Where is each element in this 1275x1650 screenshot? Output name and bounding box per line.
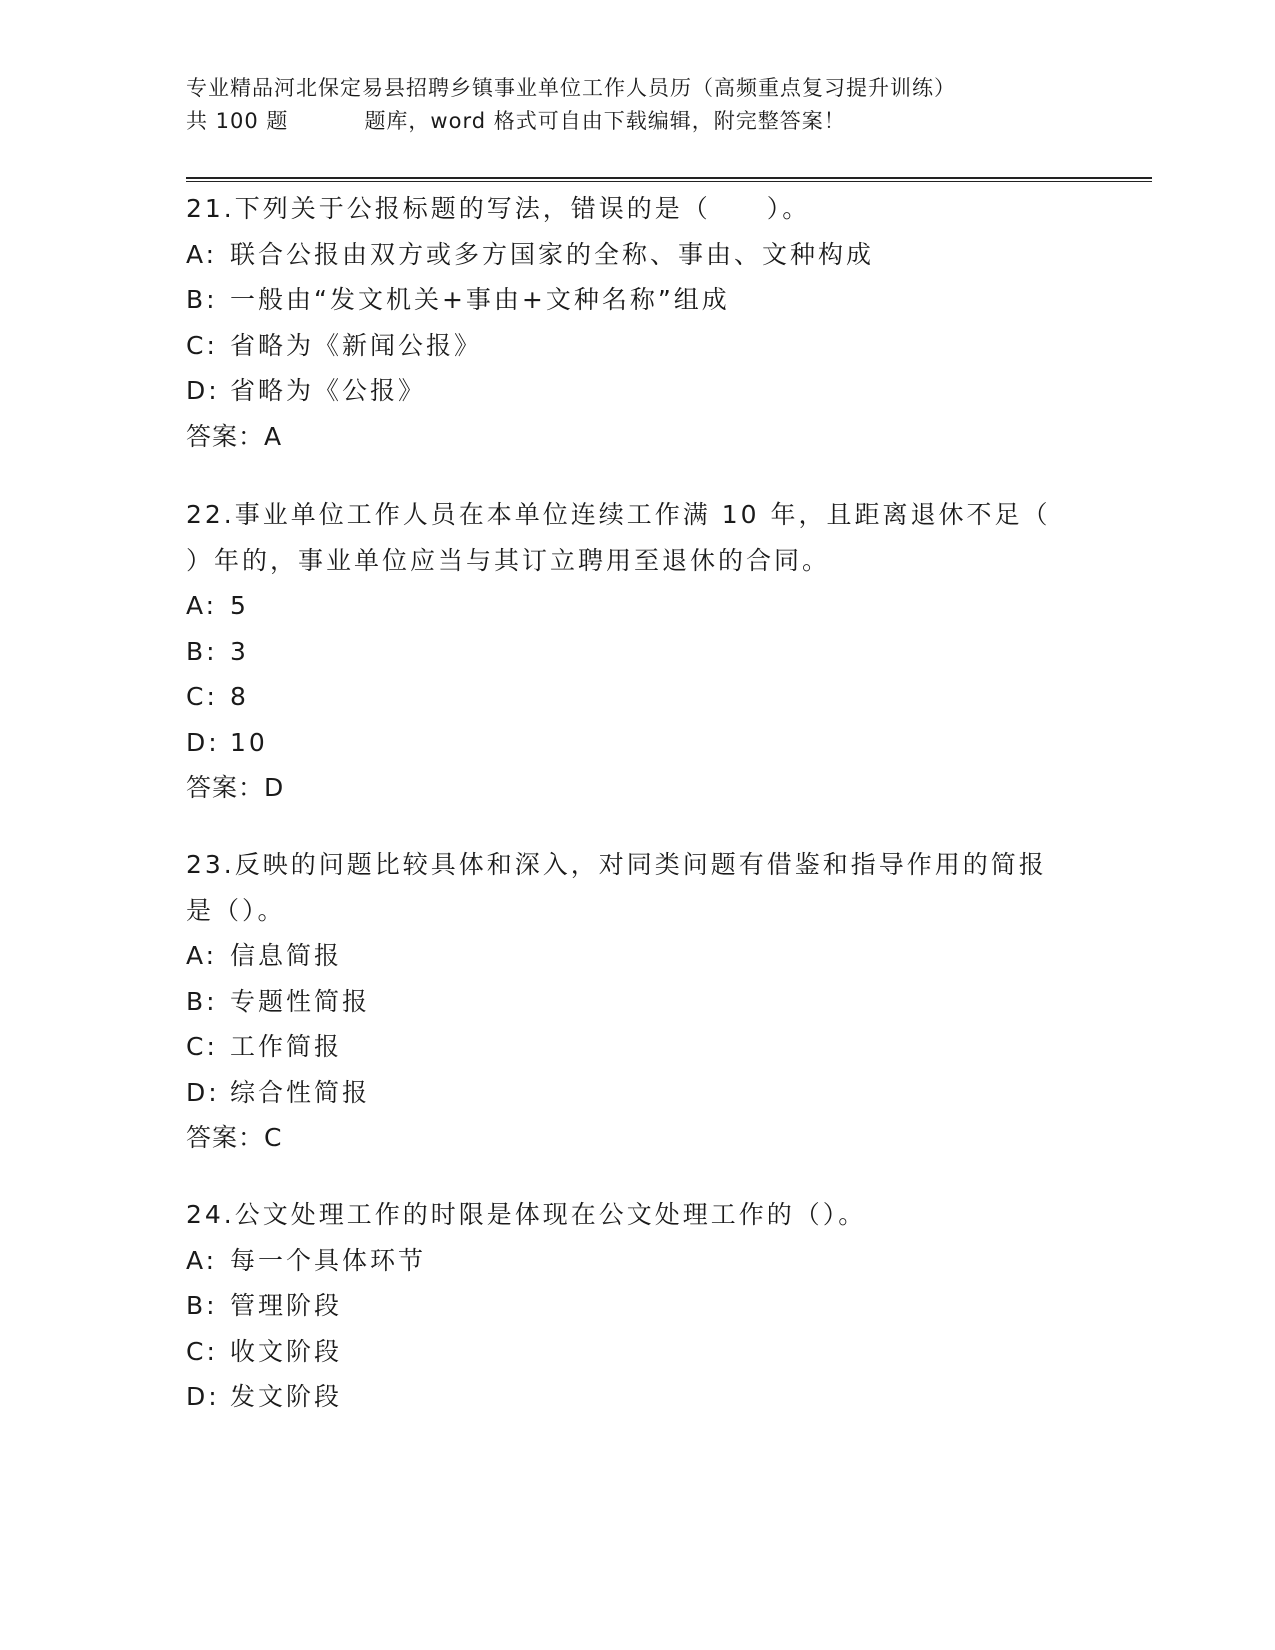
option-b [186,1283,1086,1329]
option-c [186,1329,1086,1375]
question-22 [186,492,1086,811]
option-text: 省略为《新闻公报》 [230,330,483,360]
question-stem-continued: ）年的，事业单位应当与其订立聘用至退休的合同。 [186,545,831,575]
option-d [186,1374,1086,1420]
option-text: 3 [230,636,249,666]
option-key: A: [186,591,218,620]
option-text: 一般由“发文机关+事由+文种名称”组成 [230,285,730,314]
option-key: C: [186,1032,218,1061]
option-key: B: [186,1291,218,1320]
option-text: 专题性简报 [230,986,371,1016]
option-key: B: [186,285,218,314]
question-21 [186,186,1086,459]
option-b [186,277,1086,323]
option-key: D: [186,376,220,405]
option-key: C: [186,1336,218,1366]
option-d [186,1070,1086,1116]
option-c [186,1024,1086,1070]
option-text: 管理阶段 [230,1291,343,1320]
header-subtitle [186,105,1086,138]
question-stem: 21.下列关于公报标题的写法，错误的是（ ）。 [186,194,811,223]
option-a [186,1238,1086,1284]
question-stem-continued: 是（）。 [186,895,286,925]
option-text: 省略为《公报》 [230,376,427,405]
question-stem: 22.事业单位工作人员在本单位连续工作满 10 年，且距离退休不足（ [186,500,1051,529]
question-24 [186,1192,1086,1420]
answer-text: 答案：C [186,1123,283,1152]
option-text: 每一个具体环节 [230,1245,427,1275]
document-header [186,72,1086,138]
header-divider-thick [186,177,1152,179]
option-text: 10 [230,727,268,757]
option-text: 综合性简报 [230,1077,371,1107]
option-text: 5 [230,591,249,620]
option-key: A: [186,941,218,970]
question-stem: 24.公文处理工作的时限是体现在公文处理工作的（）。 [186,1200,867,1229]
option-a [186,933,1086,979]
option-b [186,629,1086,675]
option-a [186,583,1086,629]
header-question-count: 共 100 题 [186,109,289,133]
option-c [186,674,1086,720]
header-title: 专业精品河北保定易县招聘乡镇事业单位工作人员历（高频重点复习提升训练） [186,76,956,100]
option-d [186,368,1086,414]
option-key: A: [186,239,218,269]
option-text: 收文阶段 [230,1336,343,1366]
option-a [186,232,1086,278]
question-23 [186,842,1086,1161]
option-b [186,979,1086,1025]
option-key: D: [186,727,220,757]
option-d [186,720,1086,766]
option-key: B: [186,986,218,1016]
option-key: D: [186,1382,220,1411]
answer-text: 答案：D [186,773,285,802]
option-text: 发文阶段 [230,1382,343,1411]
header-description: 题库，word 格式可自由下载编辑，附完整答案！ [364,109,846,133]
option-key: C: [186,682,218,711]
question-stem: 23.反映的问题比较具体和深入，对同类问题有借鉴和指导作用的简报 [186,850,1047,879]
option-key: B: [186,636,218,666]
option-key: C: [186,330,218,360]
option-text: 工作简报 [230,1032,343,1061]
option-text: 8 [230,682,249,711]
header-divider-thin [186,181,1152,182]
option-key: D: [186,1077,220,1107]
answer-text: 答案：A [186,421,283,451]
option-text: 信息简报 [230,941,343,970]
option-c [186,323,1086,369]
option-key: A: [186,1245,218,1275]
option-text: 联合公报由双方或多方国家的全称、事由、文种构成 [230,239,875,269]
